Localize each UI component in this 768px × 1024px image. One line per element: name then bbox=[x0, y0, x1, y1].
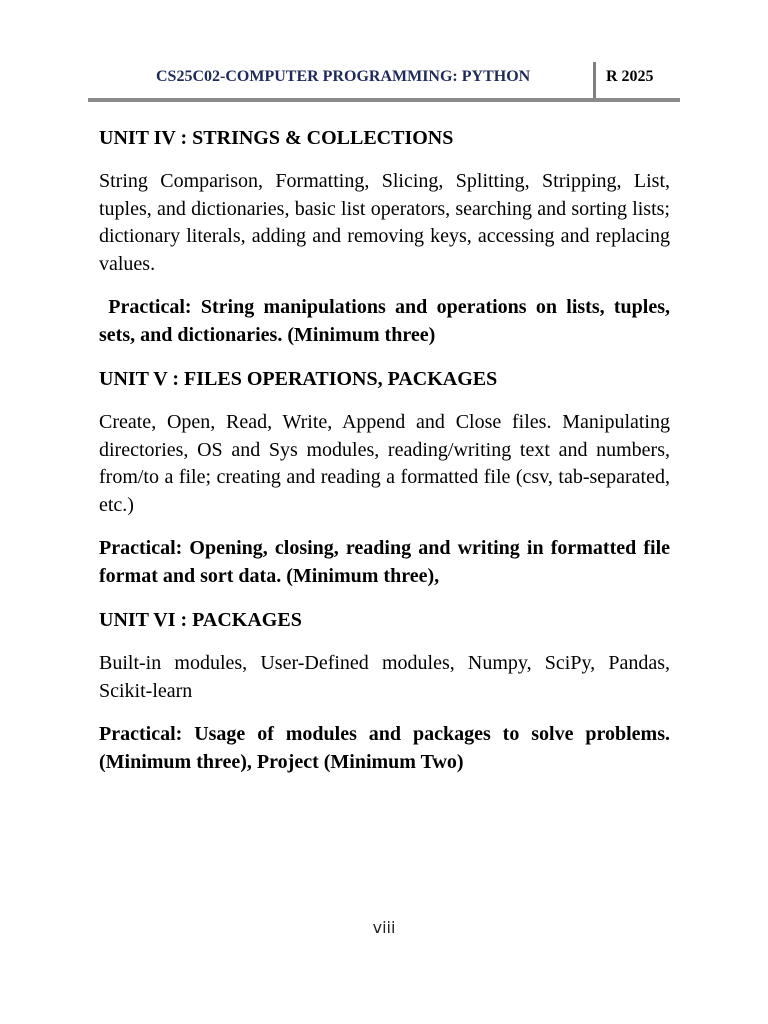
page-number: viii bbox=[372, 918, 396, 937]
header-divider bbox=[593, 62, 596, 100]
unit-content: String Comparison, Formatting, Slicing, Splitting, Stripping, List, tuples, and dictionaries, basic list operators, searching and sorting lists; dictionary literals, adding and removing keys, accessing and replacing values. bbox=[99, 170, 670, 275]
unit-practical: Practical: Usage of modules and packages to solve problems. (Minimum three), Project (Minimum Two) bbox=[99, 723, 670, 773]
unit-content: Create, Open, Read, Write, Append and Close files. Manipulating directories, OS and Sys modules, reading/writing text and numbers, from/to a file; creating and reading a formatted file (csv, tab-separated, etc.) bbox=[99, 411, 670, 516]
header-rule bbox=[88, 98, 680, 102]
regulation-label: R 2025 bbox=[606, 68, 654, 85]
unit-title: UNIT VI : PACKAGES bbox=[99, 609, 302, 631]
unit-title: UNIT V : FILES OPERATIONS, PACKAGES bbox=[99, 368, 498, 390]
unit-practical: Practical: Opening, closing, reading and writing in formatted file format and sort data. (Minimum three), bbox=[99, 537, 670, 587]
unit-content: Built-in modules, User-Defined modules, Numpy, SciPy, Pandas, Scikit-learn bbox=[99, 652, 670, 702]
unit-title: UNIT IV : STRINGS & COLLECTIONS bbox=[99, 127, 454, 149]
unit-practical: Practical: String manipulations and operations on lists, tuples, sets, and dictionaries. (Minimum three) bbox=[99, 296, 676, 346]
syllabus-content bbox=[99, 124, 676, 792]
course-code-title: CS25C02-COMPUTER PROGRAMMING: PYTHON bbox=[156, 68, 531, 85]
unit-section-vi bbox=[99, 606, 670, 776]
unit-section-v bbox=[99, 365, 670, 590]
unit-section-iv bbox=[99, 124, 676, 349]
page-header bbox=[88, 62, 680, 100]
